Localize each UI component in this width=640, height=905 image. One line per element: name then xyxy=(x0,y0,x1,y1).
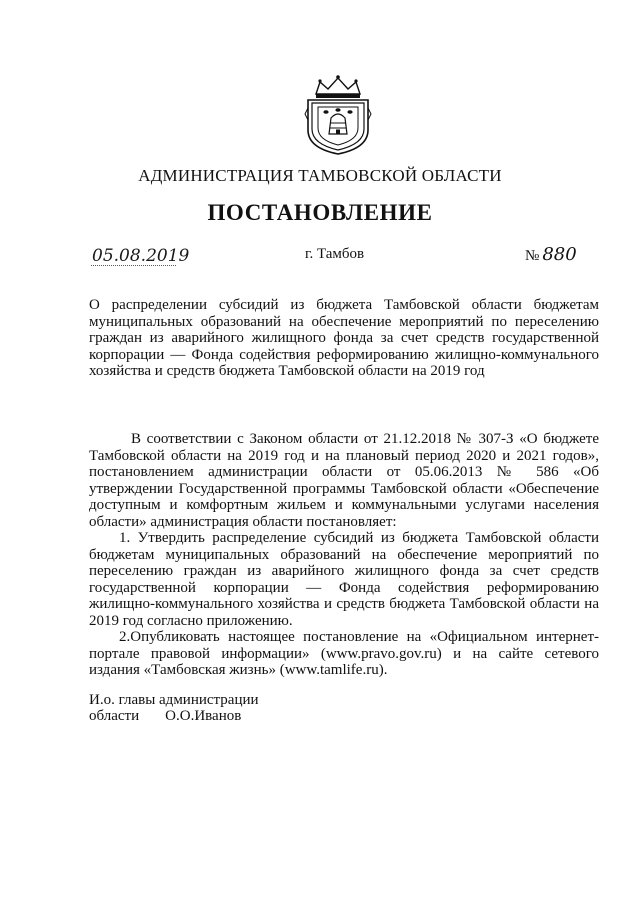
document-date: 05.08.2019 xyxy=(92,246,190,266)
signature-position-region: области xyxy=(89,708,140,724)
document-number-block xyxy=(525,244,577,265)
signature-block xyxy=(89,692,259,724)
document-title: ПОСТАНОВЛЕНИЕ xyxy=(207,200,433,225)
signature-position-line1: И.о. главы администрации xyxy=(89,692,259,708)
document-number: 880 xyxy=(542,244,577,265)
preamble-paragraph: В соответствии с Законом области от 21.12.2018 № 307-З «О бюджете Тамбовской области на 2019 год и на плановый период 2020 и 2021 годов», постановлением администрации области от 05.06.2013 № 586 «Об утверждении Государственной программы Тамбовской области «Обеспечение доступным и комфортным жильем и коммунальными услугами населения области» администрация области постановляет: xyxy=(89,431,599,530)
date-underline xyxy=(91,265,176,267)
signatory-name: О.О.Иванов xyxy=(165,708,242,724)
document-body xyxy=(89,431,599,679)
document-subject: О распределении субсидий из бюджета Тамбовской области бюджетам муниципальных образований на обеспечение мероприятий по переселению граждан из аварийного жилищного фонда за счет средств государственной корпорации — Фонда содействия реформированию жилищно-коммунального хозяйства и средств бюджета Тамбовской области на 2019 год xyxy=(89,297,599,379)
item-1-paragraph: 1. Утвердить распределение субсидий из бюджета Тамбовской области бюджетам муниципальных образований на обеспечение мероприятий по переселению граждан из аварийного жилищного фонда за счет средств государственной корпорации — Фонда содействия реформированию жилищно-коммунального хозяйства и средств бюджета Тамбовской области на 2019 год согласно приложению. xyxy=(89,530,599,629)
item-2-paragraph: 2.Опубликовать настоящее постановление на «Официальном интернет-портале правовой информации» (www.pravo.gov.ru) и на сайте сетевого издания «Тамбовская жизнь» (www.tamlife.ru). xyxy=(89,629,599,678)
number-sign: № xyxy=(525,248,540,264)
document-city: г. Тамбов xyxy=(305,246,365,262)
tambov-coat-of-arms-icon xyxy=(304,74,372,156)
signature-position-line2 xyxy=(89,708,259,724)
organization-name: АДМИНИСТРАЦИЯ ТАМБОВСКОЙ ОБЛАСТИ xyxy=(138,166,502,185)
